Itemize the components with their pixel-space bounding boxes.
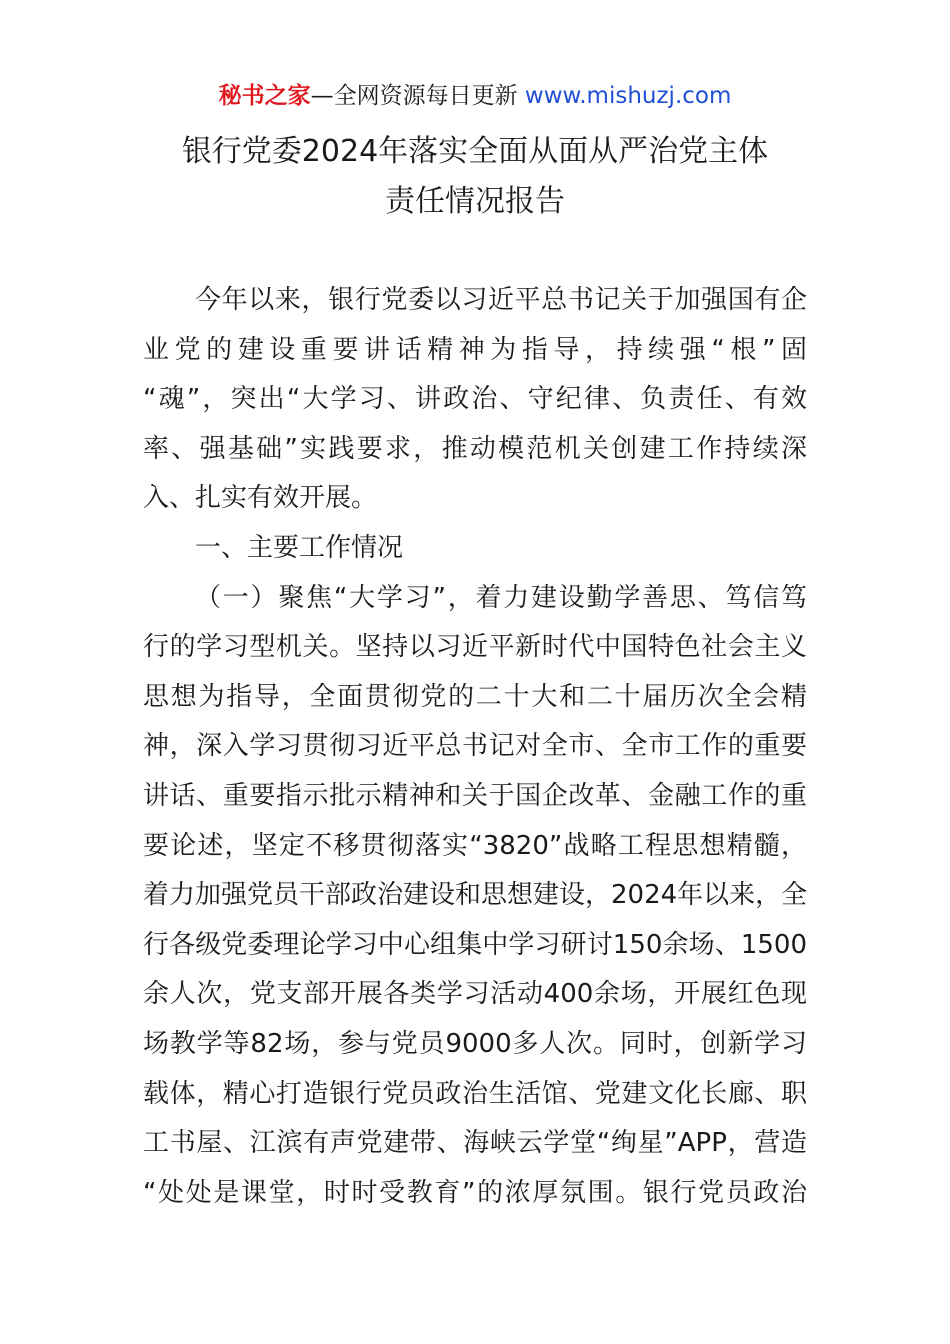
body-line: 工书屋、江滨有声党建带、海峡云学堂“绚星”APP，营造 [143,1128,807,1159]
body-line: 行各级党委理论学习中心组集中学习研讨150余场、1500 [143,929,807,960]
body-line: （一）聚焦“大学习”，着力建设勤学善思、笃信笃 [195,582,807,613]
site-tagline: —全网资源每日更新 [310,83,525,109]
section-heading: 一、主要工作情况 [195,532,404,563]
document-title [100,127,850,227]
site-brand: 秘书之家 [218,83,311,109]
site-header [0,80,950,112]
body-line: 率、强基础”实践要求，推动模范机关创建工作持续深 [143,433,807,464]
document-title-line-1: 银行党委2024年落实全面从面从严治党主体 [181,134,769,169]
body-line: 要论述，坚定不移贯彻落实“3820”战略工程思想精髓， [143,830,807,861]
body-line: 入、扎实有效开展。 [143,483,378,514]
body-line: 讲话、重要指示批示精神和关于国企改革、金融工作的重 [143,780,807,811]
body-line: 业党的建设重要讲话精神为指导，持续强“根”固 [143,334,807,365]
body-line: 神，深入学习贯彻习近平总书记对全市、全市工作的重要 [143,731,807,762]
body-line: 场教学等82场，参与党员9000多人次。同时，创新学习 [143,1028,807,1059]
body-line: “魂”，突出“大学习、讲政治、守纪律、负责任、有效 [143,384,807,415]
body-line: 行的学习型机关。坚持以习近平新时代中国特色社会主义 [143,632,807,663]
body-line: 载体，精心打造银行党员政治生活馆、党建文化长廊、职 [143,1078,807,1109]
body-line: “处处是课堂，时时受教育”的浓厚氛围。银行党员政治 [143,1177,807,1208]
document-title-line-2: 责任情况报告 [385,184,565,219]
document-body [143,276,807,1218]
body-line: 今年以来，银行党委以习近平总书记关于加强国有企 [195,285,807,315]
site-url-link[interactable]: www.mishuzj.com [524,83,732,109]
body-line: 着力加强党员干部政治建设和思想建设，2024年以来，全 [143,880,808,911]
body-line: 思想为指导，全面贯彻党的二十大和二十届历次全会精 [143,681,807,712]
body-line: 余人次，党支部开展各类学习活动400余场，开展红色现 [143,979,807,1010]
